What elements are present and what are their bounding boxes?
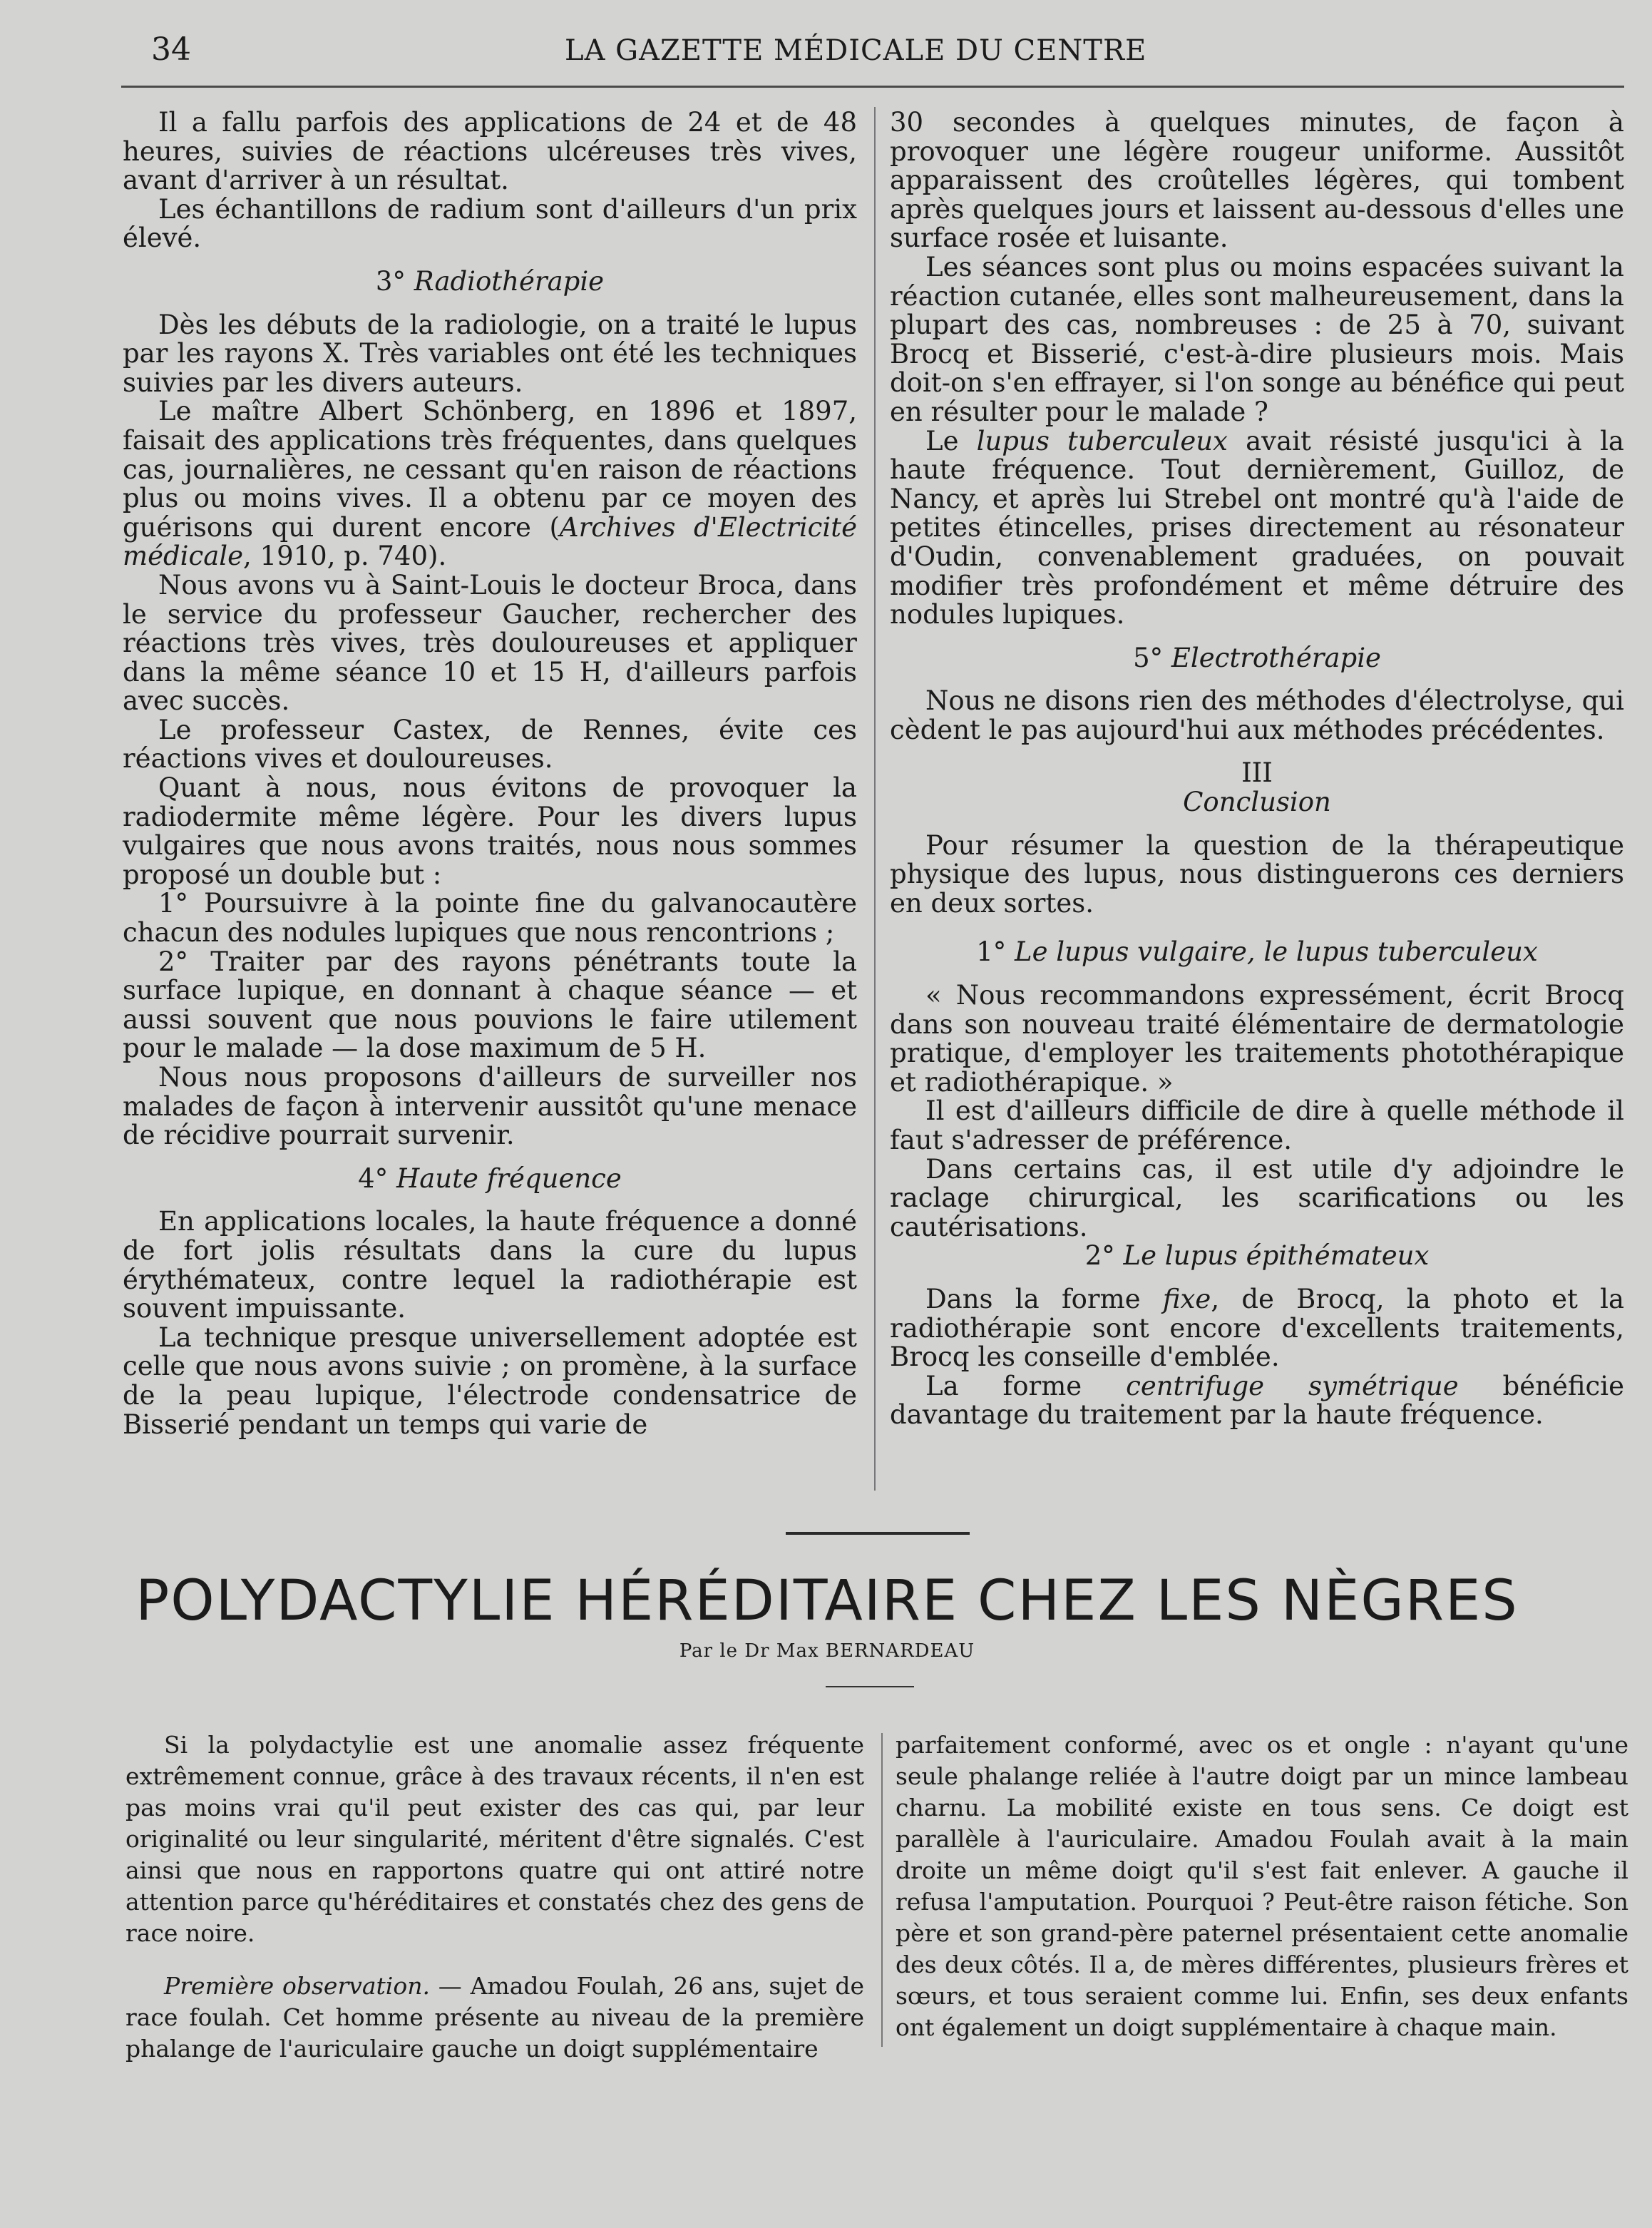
column-divider [874,107,876,1491]
article-title: POLYDACTYLIE HÉRÉDITAIRE CHEZ LES NÈGRES [135,1569,1519,1633]
paragraph: Dans certains cas, il est utile d'y adjoindre le raclage chirurgical, les scarifications ou les cautérisations. [890,1153,1624,1242]
observation-label: Première observation. [164,1972,430,2000]
header-rule [121,86,1624,88]
section-heading-radiotherapie: 3° Radiothérapie [375,265,605,297]
paragraph: Quant à nous, nous évitons de provoquer la radiodermite même légère. Pour les divers lupus vulgaires que nous avons traités, nous nous sommes proposé un double but : [123,772,857,890]
left-column [123,108,857,1439]
paragraph: Le professeur Castex, de Rennes, évite ces réactions vives et douloureuses. [123,714,857,775]
section-numeral: III [1241,757,1273,789]
paragraph: Pour résumer la question de la thérapeutique physique des lupus, nous distinguerons ces derniers en deux sortes. [890,829,1624,919]
paragraph: Les séances sont plus ou moins espacées suivant la réaction cutanée, elles sont malheureusement, dans la plupart des cas, nombreuses : de 25 à 70, suivant Brocq et Bisserié, c'est-à-dire plusieurs mois. Mais doit-on s'en effrayer, si l'on songe au bénéfice qui peut en résulter pour le malade ? [890,251,1624,427]
paragraph: Dans la forme fixe, de Brocq, la photo et la radiothérapie sont encore d'excellents traitements, Brocq les conseille d'emblée. [890,1283,1625,1373]
paragraph: « Nous recommandons expressément, écrit Brocq dans son nouveau traité élémentaire de dermatologie pratique, d'employer les traitements photothérapique et radiothérapique. » [890,980,1624,1098]
paragraph: Il est d'ailleurs difficile de dire à quelle méthode il faut s'adresser de préférence. [890,1095,1624,1155]
byline-rule [826,1686,914,1687]
paragraph: 2° Traiter par des rayons pénétrants toute la surface lupique, en donnant à chaque séance — et aussi souvent que nous pouvions le faire utilement pour le malade — la dose maximum de 5 H. [123,946,857,1064]
paragraph: Nous nous proposons d'ailleurs de surveiller nos malades de façon à intervenir aussitôt qu'une menace de récidive pourrait survenir. [123,1062,857,1151]
article-separator-rule [786,1532,970,1535]
paragraph: En applications locales, la haute fréquence a donné de fort jolis résultats dans la cure du lupus érythémateux, contre lequel la radiothérapie est souvent impuissante. [123,1206,857,1324]
paragraph: 30 secondes à quelques minutes, de façon à provoquer une légère rougeur uniforme. Aussitôt apparaissent des croûtelles légères, qui tombent après quelques jours et laissent au-dessous d'elles une surface rosée et luisante. [890,107,1624,254]
section-heading-electrotherapie: 5° Electrothérapie [1133,642,1381,673]
paragraph: 1° Poursuivre à la pointe fine du galvanocautère chacun des nodules lupiques que nous rencontrions ; [123,888,857,949]
paragraph: Le lupus tuberculeux avait résisté jusqu'ici à la haute fréquence. Tout dernièrement, Guilloz, de Nancy, et après lui Strebel ont montré qu'à l'aide de petites étincelles, prises directement au résonateur d'Oudin, convenablement graduées, on pouvait modifier très profondément et même détruire des nodules lupiques. [890,425,1624,630]
section-heading-conclusion: Conclusion [1183,787,1331,818]
section-heading-lupus-vulgaire: 1° Le lupus vulgaire, le lupus tuberculeux [976,936,1538,968]
article-left-column [125,1729,864,2065]
paragraph: Le maître Albert Schönberg, en 1896 et 1897, faisait des applications très fréquentes, dans quelques cas, journalières, ne cessant qu'en raison de réactions plus ou moins vives. Il a obtenu par ce moyen des guérisons qui durent encore (Archives d'Electricité médicale, 1910, p. 740). [123,396,857,572]
paragraph: Nous ne disons rien des méthodes d'électrolyse, qui cèdent le pas aujourd'hui aux méthodes précédentes. [890,685,1624,745]
paragraph: Première observation. — Amadou Foulah, 26 ans, sujet de race foulah. Cet homme présente au niveau de la première phalange de l'auriculaire gauche un doigt supplémentaire [125,1972,864,2063]
section-heading-haute-frequence: 4° Haute fréquence [358,1162,622,1194]
running-title: LA GAZETTE MÉDICALE DU CENTRE [565,34,1147,67]
paragraph: Nous avons vu à Saint-Louis le docteur Broca, dans le service du professeur Gaucher, rechercher des réactions très vives, très douloureuses et appliquer dans la même séance 10 et 15 H, d'ailleurs parfois avec succès. [123,569,857,717]
paragraph: Il a fallu parfois des applications de 24 et de 48 heures, suivies de réactions ulcéreuses très vives, avant d'arriver à un résultat. [123,107,857,196]
citation: Archives d'Electricité médicale [123,511,857,572]
column-divider [881,1733,883,2047]
right-column [890,108,1624,1430]
article-byline: Par le Dr Max BERNARDEAU [679,1640,975,1662]
paragraph: La technique presque universellement adoptée est celle que nous avons suivie ; on promène, à la surface de la peau lupique, l'électrode condensatrice de Bisserié pendant un temps qui varie de [123,1322,857,1440]
paragraph: Les échantillons de radium sont d'ailleurs d'un prix élevé. [123,193,857,254]
paragraph: Dès les débuts de la radiologie, on a traité le lupus par les rayons X. Très variables ont été les techniques suivies par les divers auteurs. [123,309,857,398]
page-number: 34 [151,31,191,68]
paragraph: parfaitement conformé, avec os et ongle : n'ayant qu'une seule phalange reliée à l'autre doigt par un mince lambeau charnu. La mobilité existe en tous sens. Ce doigt est parallèle à l'auriculaire. Amadou Foulah avait à la main droite un même doigt qu'il s'est fait enlever. A gauche il refusa l'amputation. Pourquoi ? Peut-être raison fétiche. Son père et son grand-père paternel présentaient cette anomalie des deux côtés. Il a, de mères différentes, plusieurs frères et sœurs, et tous seraient comme lui. Enfin, ses deux enfants ont également un doigt supplémentaire à chaque main. [896,1731,1628,2041]
article-right-column [896,1729,1628,2043]
paragraph: La forme centrifuge symétrique bénéficie davantage du traitement par la haute fréquence. [890,1370,1624,1431]
section-heading-lupus-epithemateux: 2° Le lupus épithémateux [1084,1240,1430,1272]
paragraph: Si la polydactylie est une anomalie assez fréquente extrêmement connue, grâce à des travaux récents, il n'en est pas moins vrai qu'il peut exister des cas qui, par leur originalité ou leur singularité, méritent d'être signalés. C'est ainsi que nous en rapportons quatre qui ont attiré notre attention parce qu'héréditaires et constatés chez des gens de race noire. [125,1731,864,1947]
page-header [143,31,1497,74]
